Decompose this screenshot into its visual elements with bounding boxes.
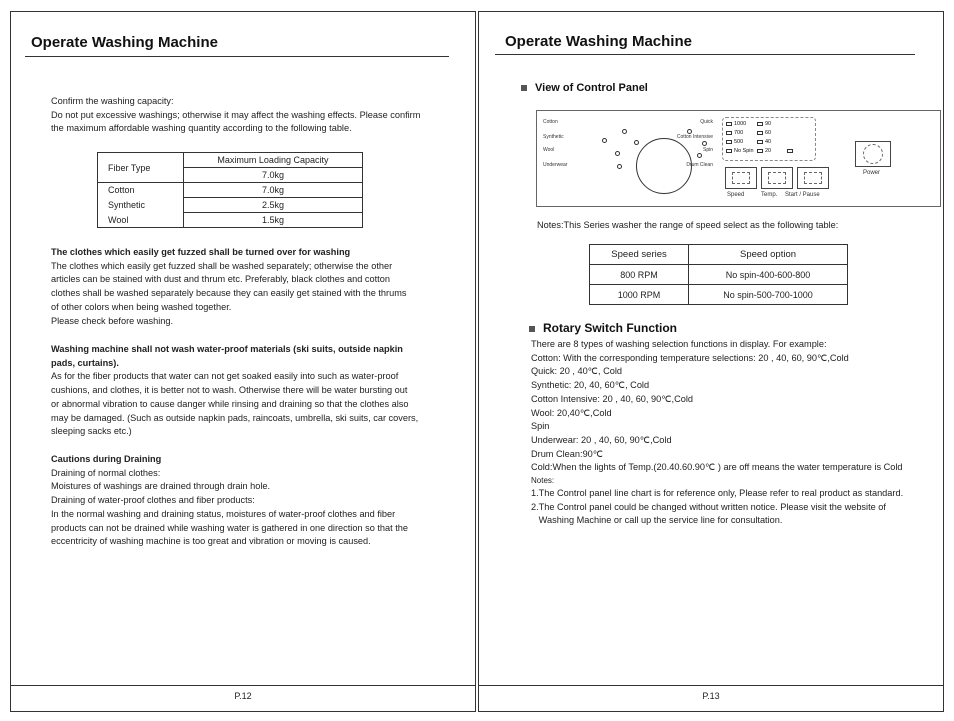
capacity-table — [97, 152, 363, 228]
fiber-type-header: Fiber Type — [98, 153, 184, 183]
fuzz-line: clothes shall be washed separately because they can easily get stained with the thrums — [51, 288, 407, 299]
dial-label: Cotton Intensive — [676, 134, 713, 140]
waterproof-line: cushions, and clothes, it is better not to wash. Otherwise there will be water bursting out — [51, 385, 408, 396]
indicator-box-icon — [787, 149, 793, 153]
speed-notes: Notes:This Series washer the range of speed select as the following table: — [537, 220, 839, 230]
button-frame-icon — [804, 172, 822, 184]
speed-table — [589, 244, 848, 305]
speed-indicator — [726, 139, 743, 145]
page-footer — [11, 685, 475, 711]
draining-line: Moistures of washings are drained through drain hole. — [51, 481, 271, 492]
speed-option-header: Speed option — [689, 245, 848, 265]
draining-line: eccentricity of washing machine is too great and vibration or moving is caused. — [51, 536, 371, 547]
fuzz-heading: The clothes which easily get fuzzed shall be turned over for washing — [51, 247, 351, 257]
indicator-box-icon — [757, 131, 763, 135]
waterproof-heading: Washing machine shall not wash water-proof materials (ski suits, outside napkin — [51, 344, 403, 354]
draining-heading: Cautions during Draining — [51, 454, 162, 464]
bullet-square-icon — [529, 326, 535, 332]
rotary-line: There are 8 types of washing selection functions in display. For example: — [531, 339, 827, 349]
dial-dot-icon — [697, 153, 702, 158]
power-button — [855, 141, 891, 167]
capacity-cell: 7.0kg — [183, 183, 362, 198]
temp-indicator — [757, 148, 771, 154]
speed-button — [725, 167, 757, 189]
rotary-text — [531, 338, 903, 528]
dial-dot-icon — [702, 141, 707, 146]
rotary-line: Cold:When the lights of Temp.(20.40.60.90℃ ) are off means the water temperature is Cold — [531, 462, 903, 473]
draining-line: Draining of normal clothes: — [51, 467, 161, 478]
speed-indicator — [726, 130, 743, 136]
speed-series-cell: 800 RPM — [590, 265, 689, 285]
control-panel-heading — [521, 82, 648, 94]
waterproof-line: sleeping sacks etc.) — [51, 426, 132, 437]
speed-indicator-label: 1000 — [734, 121, 747, 127]
control-panel-diagram: Cotton Synthetic Wool Underwear Quick Cotton Intensive Spin Drum Clean 1000 700 500 No Spin 90 60 40 20 Speed Temp. Start / Pause Power — [536, 110, 941, 207]
dial-dot-icon — [634, 140, 639, 145]
intro-line: Do not put excessive washings; otherwise it may affect the washing effects. Please confirm — [51, 109, 421, 120]
power-label: Power — [863, 170, 881, 176]
rotary-line: Cotton Intensive: 20 , 40, 60, 90℃,Cold — [531, 393, 694, 404]
dial-dot-icon — [622, 129, 627, 134]
page-number: P.13 — [702, 691, 720, 701]
intro-line: the maximum affordable washing quantity according to the following table. — [51, 123, 352, 134]
fuzz-line: Please check before washing. — [51, 315, 174, 326]
temp-indicator-label: 60 — [765, 130, 772, 136]
rotary-heading-text: Rotary Switch Function — [543, 321, 678, 335]
rotary-line: Drum Clean:90℃ — [531, 448, 604, 459]
speed-option-cell: No spin-400-600-800 — [689, 265, 848, 285]
rotary-line: Cotton: With the corresponding temperature selections: 20 , 40, 60, 90℃,Cold — [531, 352, 849, 363]
speed-indicator-label: 500 — [734, 139, 744, 145]
speed-indicator-label: No Spin — [734, 148, 754, 154]
draining-section — [51, 453, 408, 549]
fiber-cell: Cotton — [98, 183, 184, 198]
fuzz-line: articles can be stained with dust and thrum etc. Preferably, black clothes and cotton — [51, 274, 390, 285]
rotary-line: Quick: 20 , 40℃, Cold — [531, 366, 623, 377]
page-footer — [479, 685, 943, 711]
intro-text — [51, 95, 420, 136]
indicator-box-icon — [726, 122, 732, 126]
notes-line: Washing Machine or call up the service line for consultation. — [531, 515, 783, 526]
dial-dot-icon — [602, 138, 607, 143]
indicator-display — [722, 117, 816, 161]
fuzz-line: The clothes which easily get fuzzed shall be washed separately; otherwise the other — [51, 260, 393, 271]
draining-line: Draining of water-proof clothes and fiber products: — [51, 495, 255, 506]
capacity-cell: 7.0kg — [183, 168, 362, 183]
temp-indicator-label: 90 — [765, 121, 772, 127]
indicator-box-icon — [726, 140, 732, 144]
temp-indicator-label: 40 — [765, 139, 772, 145]
indicator-box-icon — [757, 122, 763, 126]
temp-indicator — [757, 130, 771, 136]
control-panel-heading-text: View of Control Panel — [535, 82, 648, 94]
page-title: Operate Washing Machine — [31, 34, 218, 51]
start-pause-button — [797, 167, 829, 189]
extra-indicator — [787, 148, 795, 154]
indicator-box-icon — [726, 131, 732, 135]
rotary-line: Wool: 20,40℃,Cold — [531, 407, 612, 418]
fuzz-section — [51, 246, 406, 328]
temp-button-label: Temp. — [761, 192, 778, 198]
left-page — [10, 11, 476, 712]
speed-indicator — [726, 121, 746, 127]
speed-indicator — [726, 148, 754, 154]
fiber-cell: Synthetic — [98, 198, 184, 213]
waterproof-line: or abnormal vibration to cause danger while rinsing and draining so that the clothes also — [51, 398, 409, 409]
capacity-cell: 2.5kg — [183, 198, 362, 213]
temp-indicator — [757, 139, 771, 145]
page-title: Operate Washing Machine — [505, 33, 692, 50]
rotary-line: Spin — [531, 421, 550, 432]
speed-indicator-label: 700 — [734, 130, 744, 136]
temp-indicator-label: 20 — [765, 148, 772, 154]
fiber-cell: Wool — [98, 213, 184, 228]
speed-button-label: Speed — [727, 192, 745, 198]
dial-label: Drum Clean — [686, 162, 713, 168]
dial-label: Synthetic — [543, 134, 564, 140]
rotary-line: Underwear: 20 , 40, 60, 90℃,Cold — [531, 434, 672, 445]
title-divider — [495, 54, 915, 55]
title-divider — [25, 56, 449, 57]
dial-label: Underwear — [543, 162, 568, 168]
button-frame-icon — [732, 172, 750, 184]
notes-label: Notes: — [531, 476, 555, 486]
indicator-box-icon — [757, 149, 763, 153]
start-pause-label: Start / Pause — [785, 192, 820, 198]
draining-line: In the normal washing and draining status, moistures of water-proof clothes and fiber — [51, 508, 396, 519]
waterproof-section — [51, 343, 418, 439]
waterproof-line: may be damaged. (Such as outside napkin pads, raincoats, umbrella, ski suits, car covers, — [51, 412, 419, 423]
waterproof-line: As for the fiber products that water can not get soaked easily into such as water-proof — [51, 371, 399, 382]
program-dial-icon — [636, 138, 692, 194]
rotary-heading — [529, 321, 677, 335]
speed-series-header: Speed series — [590, 245, 689, 265]
capacity-header: Maximum Loading Capacity — [183, 153, 362, 168]
right-page — [478, 11, 944, 712]
temp-indicator — [757, 121, 771, 127]
rotary-line: Synthetic: 20, 40, 60℃, Cold — [531, 380, 650, 391]
dial-dot-icon — [617, 164, 622, 169]
waterproof-heading: pads, curtains). — [51, 357, 119, 368]
button-frame-icon — [768, 172, 786, 184]
speed-option-cell: No spin-500-700-1000 — [689, 285, 848, 305]
dial-dot-icon — [615, 151, 620, 156]
notes-line: 2.The Control panel could be changed without written notice. Please visit the website of — [531, 501, 886, 512]
intro-line: Confirm the washing capacity: — [51, 96, 174, 106]
temp-button — [761, 167, 793, 189]
notes-line: 1.The Control panel line chart is for reference only, Please refer to real product as standard. — [531, 488, 904, 499]
dial-label: Wool — [543, 147, 555, 153]
draining-line: products can not be drained while washing water is gathered in one direction so that the — [51, 522, 409, 533]
power-circle-icon — [863, 144, 883, 164]
fuzz-line: of other colors when being washed together. — [51, 301, 232, 312]
dial-label: Spin — [702, 147, 713, 153]
capacity-cell: 1.5kg — [183, 213, 362, 228]
page-number: P.12 — [234, 691, 252, 701]
dial-dot-icon — [687, 129, 692, 134]
dial-label: Cotton — [543, 119, 558, 125]
speed-series-cell: 1000 RPM — [590, 285, 689, 305]
bullet-square-icon — [521, 85, 527, 91]
indicator-box-icon — [757, 140, 763, 144]
indicator-box-icon — [726, 149, 732, 153]
